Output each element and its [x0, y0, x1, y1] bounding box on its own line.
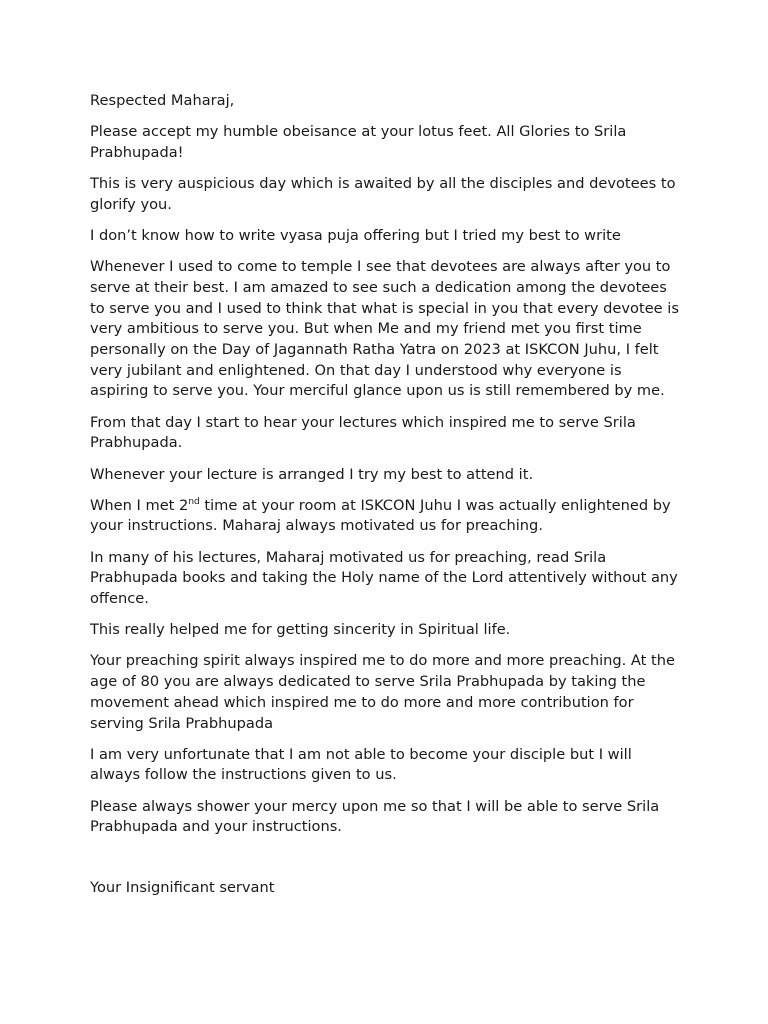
closing-signature: Your Insignificant servant	[90, 879, 275, 897]
paragraph-attend-lectures: Whenever your lecture is arranged I try my best to attend it.	[90, 465, 534, 483]
second-meeting-text-end: time at your room at ISKCON Juhu I was actually enlightened by your instructions. Maharaj always motivated us for preaching.	[90, 496, 671, 535]
letter-body	[90, 91, 680, 909]
paragraph-auspicious-day: This is very auspicious day which is awaited by all the disciples and devotees to glorify you.	[90, 175, 676, 213]
paragraph-sincerity: This really helped me for getting sincerity in Spiritual life.	[90, 621, 511, 639]
paragraph-preaching-motivation: In many of his lectures, Maharaj motivated us for preaching, read Srila Prabhupada books and taking the Holy name of the Lord attentively without any offence.	[90, 548, 678, 608]
paragraph-unfortunate: I am very unfortunate that I am not able to become your disciple but I will always follow the instructions given to us.	[90, 745, 632, 784]
paragraph-obeisance: Please accept my humble obeisance at your lotus feet. All Glories to Srila Prabhupada!	[90, 123, 627, 161]
paragraph-temple-memory: Whenever I used to come to temple I see that devotees are always after you to serve at their best. I am amazed to see such a dedication among the devotees to serve you and I used to think that what is special in you that every devotee is very ambitious to serve you. But when Me and my friend met you first time personally on the Day of Jagannath Ratha Yatra on 2023 at ISKCON Juhu, I felt very jubilant and enlightened. On that day I understood why everyone is aspiring to serve you. Your merciful glance upon us is still remembered by me.	[90, 258, 679, 400]
salutation: Respected Maharaj,	[90, 92, 235, 109]
paragraph-offering-intro: I don’t know how to write vyasa puja offering but I tried my best to write	[90, 227, 621, 245]
paragraph-mercy-request: Please always shower your mercy upon me so that I will be able to serve Srila Prabhupada and your instructions.	[90, 797, 660, 836]
paragraph-lectures: From that day I start to hear your lectures which inspired me to serve Srila Prabhupada.	[90, 413, 636, 452]
paragraph-second-meeting	[90, 496, 680, 537]
second-meeting-text-start: When I met 2	[90, 496, 189, 514]
paragraph-preaching-spirit: Your preaching spirit always inspired me to do more and more preaching. At the age of 80 you are always dedicated to serve Srila Prabhupada by taking the movement ahead which inspired me to do more and more contribution for serving Srila Prabhupada	[90, 652, 675, 732]
ordinal-superscript: nd	[188, 496, 200, 507]
